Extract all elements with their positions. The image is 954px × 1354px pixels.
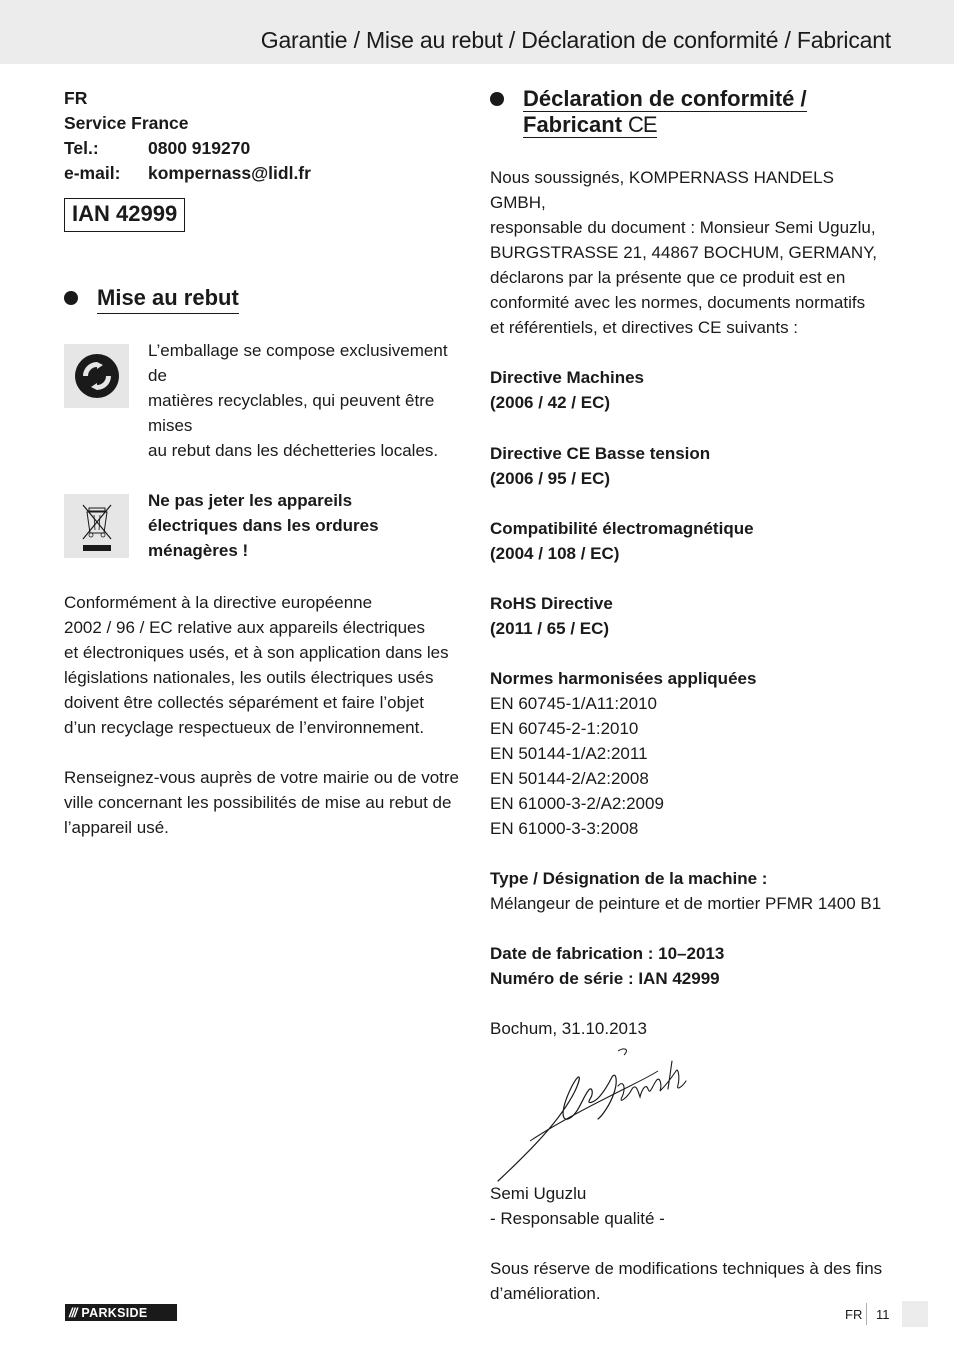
- norms-title: Normes harmonisées appliquées: [490, 669, 757, 688]
- intro-line: conformité avec les normes, documents normatifs: [490, 293, 866, 312]
- intro-line: BURGSTRASSE 21, 44867 BOCHUM, GERMANY,: [490, 243, 878, 262]
- declaration-title-line1: Déclaration de conformité /: [523, 86, 807, 111]
- declaration-title-line2-wrap: [523, 112, 657, 138]
- disposal-paragraph-1: [64, 590, 464, 740]
- footer-language: FR: [845, 1307, 863, 1322]
- service-tel-row: [64, 136, 464, 161]
- directive-code: (2011 / 65 / EC): [490, 619, 610, 638]
- email-label: e-mail:: [64, 163, 121, 183]
- intro-line: responsable du document : Monsieur Semi Uguzlu,: [490, 218, 876, 237]
- page-number: 11: [876, 1307, 890, 1322]
- warning-line: Ne pas jeter les appareils: [148, 491, 353, 510]
- left-column: [64, 86, 464, 840]
- directive-code: (2006 / 42 / EC): [490, 393, 611, 412]
- declaration-intro: [490, 165, 890, 340]
- directive-name: RoHS Directive: [490, 594, 613, 613]
- place-date-text: Bochum, 31.10.2013: [490, 1019, 647, 1038]
- email-value: kompernass@lidl.fr: [148, 163, 311, 183]
- recycling-icon: [64, 344, 129, 408]
- intro-line: et référentiels, et directives CE suivants :: [490, 318, 799, 337]
- tel-label: Tel.:: [64, 138, 99, 158]
- crossed-bin-icon: [64, 494, 129, 558]
- norm-item: EN 60745-1/A11:2010: [490, 694, 657, 713]
- manufacture-date: Date de fabrication : 10–2013: [490, 944, 725, 963]
- norm-item: EN 61000-3-2/A2:2009: [490, 794, 664, 813]
- reserve-line: Sous réserve de modifications techniques à des fins: [490, 1259, 883, 1278]
- machine-type: [490, 866, 890, 916]
- harmonised-norms: [490, 666, 890, 841]
- packaging-line: matières recyclables, qui peuvent être mises: [148, 391, 435, 435]
- signer-role: - Responsable qualité -: [490, 1209, 665, 1228]
- ce-mark-icon: CE: [628, 112, 657, 137]
- disposal-paragraph-2: [64, 765, 464, 840]
- serial-number: Numéro de série : IAN 42999: [490, 969, 720, 988]
- intro-line: déclarons par la présente que ce produit est en: [490, 268, 846, 287]
- packaging-text: [148, 338, 464, 463]
- packaging-row: [64, 338, 464, 463]
- norm-item: EN 50144-1/A2:2011: [490, 744, 648, 763]
- footer-divider: [866, 1303, 867, 1325]
- section-bullet-icon: [490, 92, 504, 106]
- packaging-line: au rebut dans les déchetteries locales.: [148, 441, 439, 460]
- parkside-logo: [65, 1304, 177, 1321]
- section-bullet-icon: [64, 291, 78, 305]
- packaging-line: L’emballage se compose exclusivement de: [148, 341, 448, 385]
- logo-stripes-icon: ///: [69, 1305, 77, 1320]
- disposal-title: Mise au rebut: [97, 285, 239, 314]
- type-value: Mélangeur de peinture et de mortier PFMR 1400 B1: [490, 894, 882, 913]
- place-date: [490, 1016, 890, 1041]
- page-title: Garantie / Mise au rebut / Déclaration de conformité / Fabricant: [260, 27, 891, 53]
- directive-name: Directive Machines: [490, 368, 645, 387]
- paragraph-line: législations nationales, les outils électriques usés: [64, 668, 434, 687]
- weee-row: [64, 488, 464, 563]
- warning-line: ménagères !: [148, 541, 249, 560]
- declaration-section-heading: [490, 86, 890, 138]
- page-tab-marker: [902, 1301, 928, 1327]
- declaration-title-line2: Fabricant: [523, 112, 623, 137]
- directive-name: Compatibilité électromagnétique: [490, 519, 754, 538]
- service-country: FR: [64, 88, 88, 108]
- service-contact: [64, 86, 464, 186]
- directive-code: (2004 / 108 / EC): [490, 544, 620, 563]
- paragraph-line: doivent être collectés séparément et faire l’objet: [64, 693, 425, 712]
- norm-item: EN 61000-3-3:2008: [490, 819, 639, 838]
- signer-name: Semi Uguzlu: [490, 1184, 587, 1203]
- paragraph-line: ville concernant les possibilités de mise au rebut de: [64, 793, 452, 812]
- directive-low-voltage: [490, 441, 890, 491]
- weee-warning: [148, 488, 379, 563]
- signature: [490, 1041, 890, 1191]
- ian-box: IAN 42999: [64, 198, 185, 232]
- paragraph-line: d’un recyclage respectueux de l’environnement.: [64, 718, 425, 737]
- paragraph-line: Conformément à la directive européenne: [64, 593, 373, 612]
- directive-emc: [490, 516, 890, 566]
- right-column: [490, 86, 890, 1306]
- reserve-line: d’amélioration.: [490, 1284, 601, 1303]
- norm-item: EN 60745-2-1:2010: [490, 719, 639, 738]
- paragraph-line: l’appareil usé.: [64, 818, 169, 837]
- directive-name: Directive CE Basse tension: [490, 444, 711, 463]
- directive-machines: [490, 365, 890, 415]
- service-email-row: [64, 161, 464, 186]
- directive-rohs: [490, 591, 890, 641]
- disposal-section-heading: [64, 285, 464, 314]
- paragraph-line: 2002 / 96 / EC relative aux appareils électriques: [64, 618, 425, 637]
- norm-item: EN 50144-2/A2:2008: [490, 769, 649, 788]
- service-name: Service France: [64, 113, 189, 133]
- manufacture-info: [490, 941, 890, 991]
- paragraph-line: et électroniques usés, et à son application dans les: [64, 643, 449, 662]
- paragraph-line: Renseignez-vous auprès de votre mairie ou de votre: [64, 768, 459, 787]
- warning-line: électriques dans les ordures: [148, 516, 379, 535]
- brand-name: PARKSIDE: [81, 1305, 148, 1320]
- directive-code: (2006 / 95 / EC): [490, 469, 611, 488]
- intro-line: Nous soussignés, KOMPERNASS HANDELS GMBH,: [490, 168, 834, 212]
- technical-reserve: [490, 1256, 890, 1306]
- type-label: Type / Désignation de la machine :: [490, 869, 768, 888]
- tel-value: 0800 919270: [148, 138, 251, 158]
